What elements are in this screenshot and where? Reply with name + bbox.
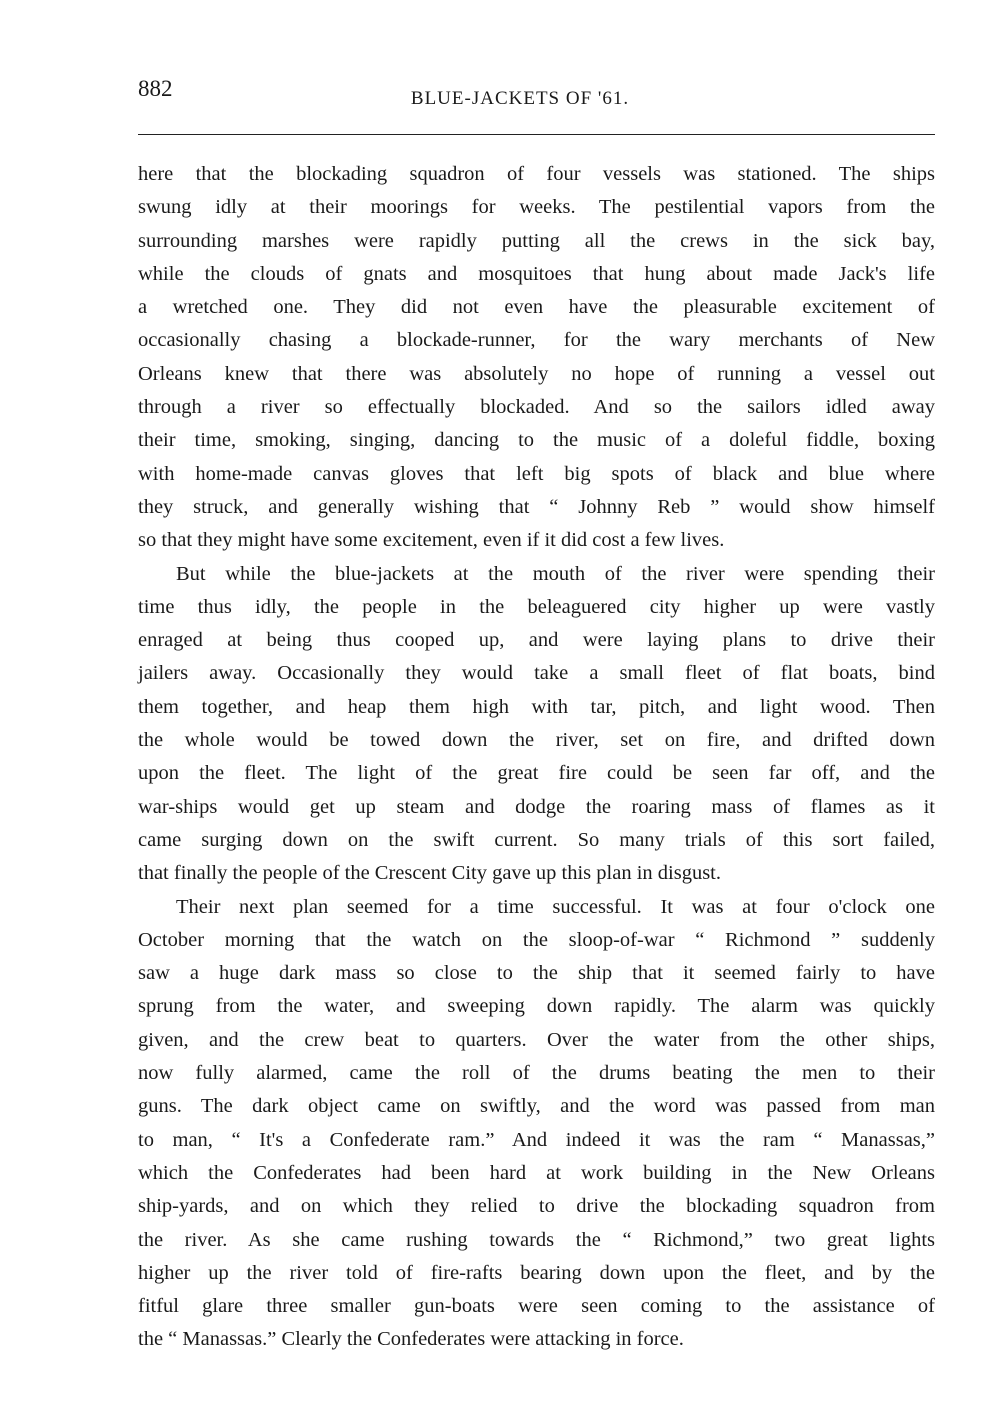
header-rule [138,134,935,135]
text-line: But while the blue-jackets at the mouth of the river were spending their [176,562,935,585]
paragraph [138,891,935,1357]
text-line: ship-yards, and on which they relied to drive the blockading squadron from [138,1195,935,1218]
text-line: which the Confederates had been hard at work building in the New Orleans [138,1161,935,1184]
text-line: that finally the people of the Crescent City gave up this plan in disgust. [138,862,721,885]
text-line: fitful glare three smaller gun-boats were seen coming to the assistance of [138,1295,935,1318]
text-line: occasionally chasing a blockade-runner, for the wary merchants of New [138,329,935,352]
paragraph [138,558,935,891]
text-line: time thus idly, the people in the beleaguered city higher up were vastly [138,595,935,618]
text-line: saw a huge dark mass so close to the ship that it seemed fairly to have [138,962,935,985]
text-line: higher up the river told of fire-rafts bearing down upon the fleet, and by the [138,1261,935,1284]
text-line: the “ Manassas.” Clearly the Confederates were attacking in force. [138,1328,684,1351]
text-line: surrounding marshes were rapidly putting all the crews in the sick bay, [138,229,935,252]
text-line: enraged at being thus cooped up, and were laying plans to drive their [138,629,935,652]
text-line: swung idly at their moorings for weeks. The pestilential vapors from the [138,196,935,219]
running-title: BLUE-JACKETS OF '61. [410,88,630,109]
text-line: their time, smoking, singing, dancing to the music of a doleful fiddle, boxing [138,429,935,452]
text-line: sprung from the water, and sweeping down rapidly. The alarm was quickly [138,995,935,1018]
text-line: October morning that the watch on the sloop-of-war “ Richmond ” suddenly [138,928,935,951]
text-line: came surging down on the swift current. So many trials of this sort failed, [138,828,935,851]
page-number: 882 [138,76,173,101]
text-line: Their next plan seemed for a time successful. It was at four o'clock one [176,895,935,918]
text-line: a wretched one. They did not even have the pleasurable excitement of [138,296,935,319]
text-line: the river. As she came rushing towards the “ Richmond,” two great lights [138,1228,935,1251]
text-line: war-ships would get up steam and dodge the roaring mass of flames as it [138,795,935,818]
paragraph [138,158,935,558]
text-line: while the clouds of gnats and mosquitoes that hung about made Jack's life [138,262,935,285]
text-line: Orleans knew that there was absolutely no hope of running a vessel out [138,362,935,385]
text-line: here that the blockading squadron of four vessels was stationed. The ships [138,163,935,185]
text-line: to man, “ It's a Confederate ram.” And indeed it was the ram “ Manassas,” [138,1128,935,1151]
text-line: through a river so effectually blockaded. And so the sailors idled away [138,396,935,419]
page-body [138,158,935,1357]
text-line: the whole would be towed down the river, set on fire, and drifted down [138,729,935,752]
text-line: with home-made canvas gloves that left big spots of black and blue where [138,462,935,485]
text-line: so that they might have some excitement, even if it did cost a few lives. [138,529,725,552]
text-line: guns. The dark object came on swiftly, and the word was passed from man [138,1095,935,1118]
text-line: upon the fleet. The light of the great fire could be seen far off, and the [138,762,935,785]
text-line: given, and the crew beat to quarters. Over the water from the other ships, [138,1028,935,1051]
text-line: now fully alarmed, came the roll of the drums beating the men to their [138,1062,935,1085]
text-line: they struck, and generally wishing that “ Johnny Reb ” would show himself [138,495,935,518]
text-line: jailers away. Occasionally they would take a small fleet of flat boats, bind [138,662,935,685]
text-line: them together, and heap them high with tar, pitch, and light wood. Then [138,695,935,718]
